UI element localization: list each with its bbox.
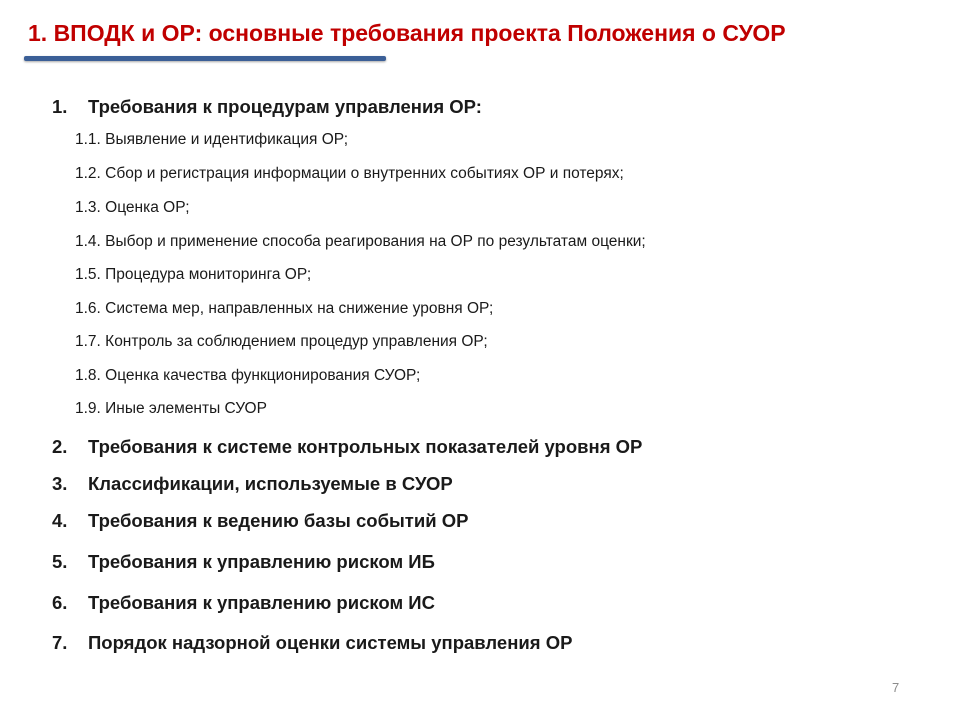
slide-title: 1. ВПОДК и ОР: основные требования проекта Положения о СУОР xyxy=(28,20,786,46)
list-item-text: Требования к ведению базы событий ОР xyxy=(88,510,469,531)
list-item-number: 4. xyxy=(52,510,68,531)
list-item-text: Требования к управлению риском ИС xyxy=(88,592,435,613)
sub-item-1-2: 1.2. Сбор и регистрация информации о внутренних событиях ОР и потерях; xyxy=(75,165,624,182)
sub-item-1-3: 1.3. Оценка ОР; xyxy=(75,199,190,216)
list-item-6 xyxy=(52,592,435,614)
list-item-text: Требования к системе контрольных показателей уровня ОР xyxy=(88,436,643,457)
sub-item-1-1: 1.1. Выявление и идентификация ОР; xyxy=(75,131,349,148)
page-number: 7 xyxy=(892,680,900,695)
list-item-7 xyxy=(52,632,572,654)
list-item-4 xyxy=(52,510,468,532)
list-item-text: Требования к процедурам управления ОР: xyxy=(88,96,482,117)
list-item-number: 7. xyxy=(52,632,68,653)
list-item-1 xyxy=(52,96,482,118)
list-item-number: 2. xyxy=(52,436,68,457)
list-item-3 xyxy=(52,473,453,495)
sub-item-1-6: 1.6. Система мер, направленных на снижение уровня ОР; xyxy=(75,300,494,317)
list-item-text: Требования к управлению риском ИБ xyxy=(88,551,435,572)
list-item-number: 1. xyxy=(52,96,68,117)
list-item-number: 6. xyxy=(52,592,68,613)
title-underline xyxy=(24,56,386,61)
list-item-5 xyxy=(52,551,435,573)
list-item-2 xyxy=(52,436,642,458)
sub-item-1-5: 1.5. Процедура мониторинга ОР; xyxy=(75,266,312,283)
list-item-number: 3. xyxy=(52,473,68,494)
list-item-text: Классификации, используемые в СУОР xyxy=(88,473,453,494)
list-item-text: Порядок надзорной оценки системы управления ОР xyxy=(88,632,573,653)
sub-item-1-7: 1.7. Контроль за соблюдением процедур управления ОР; xyxy=(75,333,488,350)
sub-item-1-8: 1.8. Оценка качества функционирования СУОР; xyxy=(75,367,421,384)
sub-item-1-4: 1.4. Выбор и применение способа реагирования на ОР по результатам оценки; xyxy=(75,233,646,250)
sub-item-1-9: 1.9. Иные элементы СУОР xyxy=(75,400,267,417)
list-item-number: 5. xyxy=(52,551,68,572)
